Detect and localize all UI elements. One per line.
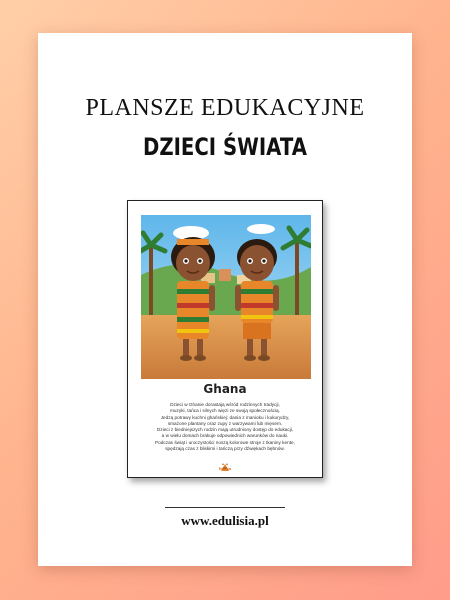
- description-line: muzyki, tańca i silnych więzi ze swoją społecznością.: [170, 408, 280, 414]
- footer-divider: [165, 507, 285, 508]
- description-line: Dzieci z biedniejszych rodzin mają utrudniony dostęp do edukacji,: [156, 427, 294, 433]
- poster-subtitle: DZIECI ŚWIATA: [142, 133, 308, 161]
- description-line: a w wielu domach brakuje odpowiednich warunków do nauki.: [161, 433, 289, 439]
- edulisia-logo: [216, 459, 234, 471]
- logo-text: Edulisia: [218, 467, 232, 471]
- children-illustration: [141, 215, 311, 379]
- description-line: spędzają czas z bliskimi i tańczą przy dźwiękach bębnów.: [165, 446, 285, 452]
- country-name: Ghana: [203, 382, 247, 396]
- description-line: Jedzą potrawy kuchni ghańskiej: dania z manioku i kukurydzy,: [160, 414, 290, 420]
- poster-sheet: [38, 33, 412, 566]
- description-line: smażone plantany oraz zupy z warzywami lub mięsem.: [167, 420, 283, 426]
- poster-title: PLANSZE EDUKACYJNE: [85, 95, 365, 121]
- website-url[interactable]: www.edulisia.pl: [181, 513, 269, 528]
- country-description: [138, 402, 312, 452]
- description-line: Podczas świąt i uroczystości noszą kolorowe stroje z tkaniny kente,: [155, 439, 295, 445]
- country-card: [127, 200, 323, 478]
- description-line: Dzieci w Ghanie dorastają wśród rodzinnych tradycji,: [170, 402, 280, 407]
